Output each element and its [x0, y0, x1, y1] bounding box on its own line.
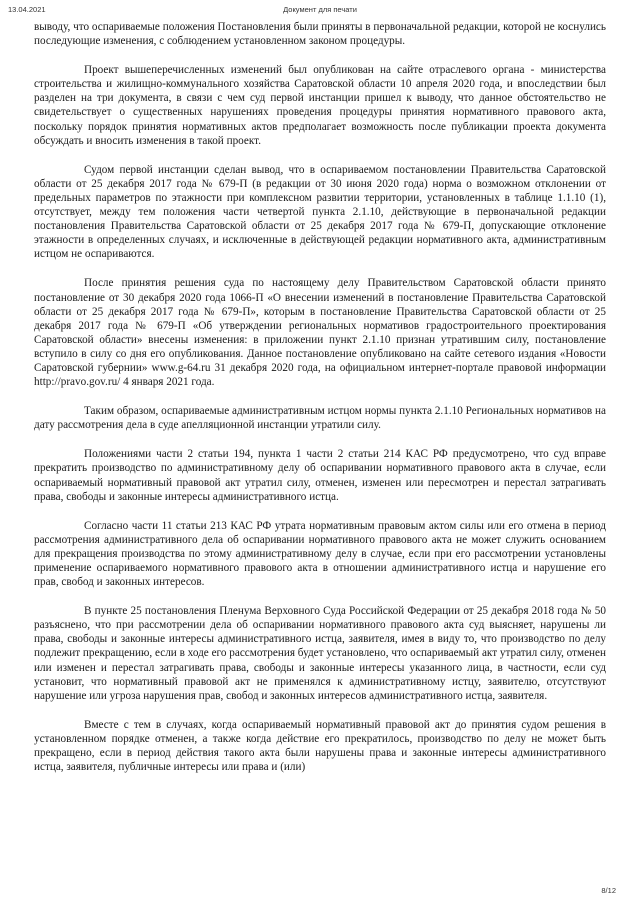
paragraph-5: Таким образом, оспариваемые административным истцом нормы пункта 2.1.10 Региональных нормативов на дату рассмотрения дела в суде апелляционной инстанции утратили силу. — [34, 405, 606, 432]
paragraph-8: В пункте 25 постановления Пленума Верховного Суда Российской Федерации от 25 декабря 2018 года № 50 разъяснено, что при рассмотрении дела об оспаривании нормативного правового акта суд выясняет, нарушены ли права, свободы и законные интересы административного истца, заявителя, имея в виду то, что производство по делу подлежит прекращению, если в ходе его рассмотрения будет установлено, что оспариваемый акт утратил силу, отменен или изменен и перестал затрагивать права, свободы и законные интересы указанного лица, в частности, если суд установит, что нормативный правовой акт не применялся к административному истцу, заявителю, отсутствуют нарушение или угроза нарушения прав, свобод и законных интересов административного истца, заявителя. — [34, 605, 606, 702]
paragraph-9: Вместе с тем в случаях, когда оспариваемый нормативный правовой акт до принятия судом решения в установленном порядке отменен, а также когда действие его прекратилось, производство по делу не может быть прекращено, если в период действия такого акта были нарушены права и законные интересы административного истца, заявителя, публичные интересы или права и (или) — [34, 718, 606, 774]
print-header — [0, 5, 640, 17]
paragraph-1: выводу, что оспариваемые положения Постановления были приняты в первоначальной редакции, которой не коснулись последующие изменения, с соблюдением установленном законом процедуры. — [34, 21, 606, 48]
document-body — [34, 20, 606, 789]
print-date: 13.04.2021 — [8, 5, 46, 14]
paragraph-2: Проект вышеперечисленных изменений был опубликован на сайте отраслевого органа - министерства строительства и жилищно-коммунального хозяйства Саратовской области 10 апреля 2020 года, и впоследствии был разделен на три документа, в связи с чем суд первой инстанции пришел к выводу, что данное обстоятельство не свидетельствует о существенных нарушениях проведения процедуры принятия нормативного правового акта, поскольку порядок принятия нормативных актов предполагает возможность после публикации проекта документа обсуждать и вносить изменения в такой проект. — [34, 64, 606, 147]
paragraph-6: Положениями части 2 статьи 194, пункта 1 части 2 статьи 214 КАС РФ предусмотрено, что суд вправе прекратить производство по административному делу об оспаривании нормативного правового акта в случае, если оспариваемый нормативный правовой акт утратил силу, отменен, изменен или пересмотрен и перестал затрагивать права, свободы и законные интересы административного истца. — [34, 448, 606, 503]
paragraph-3: Судом первой инстанции сделан вывод, что в оспариваемом постановлении Правительства Саратовской области от 25 декабря 2017 года № 679-П (в редакции от 30 июня 2020 года) норма о возможном отклонении от предельных параметров по этажности при комплексном развитии территории, установленных в таблице 1.1.10 (1), отсутствует, между тем положения части четвертой пункта 2.1.10, действующие в первоначальной редакции постановления Правительства Саратовской области от 25 декабря 2017 года № 679-П, допускающие отклонение этажности в определенных случаях, и исключенные в действующей редакции нормативного акта, административным истцом не оспариваются. — [34, 163, 606, 261]
paragraph-4: После принятия решения суда по настоящему делу Правительством Саратовской области принято постановление от 30 декабря 2020 года 1066-П «О внесении изменений в постановление Правительства Саратовской области от 25 декабря 2017 года № 679-П», которым в постановление Правительства Саратовской области от 25 декабря 2017 года № 679-П «Об утверждении региональных нормативов градостроительного проектирования Саратовской области» внесены изменения: в приложении пункт 2.1.10 признан утратившим силу, постановление вступило в силу со дня его опубликования. Данное постановление опубликовано на сайте сетевого издания «Новости Саратовской губернии» www.g-64.ru 31 декабря 2020 года, на официальном интернет-портале правовой информации http://pravo.gov.ru/ 4 января 2021 года. — [34, 277, 606, 389]
paragraph-7: Согласно части 11 статьи 213 КАС РФ утрата нормативным правовым актом силы или его отмена в период рассмотрения административного дела об оспаривании нормативного правового акта не может служить основанием для прекращения производства по этому административному делу в случае, если при его рассмотрении установлены применение оспариваемого нормативного правового акта в отношении административного истца и нарушение его прав, свобод и законных интересов. — [34, 519, 606, 589]
print-title: Документ для печати — [283, 5, 357, 14]
page-number: 8/12 — [601, 886, 616, 895]
